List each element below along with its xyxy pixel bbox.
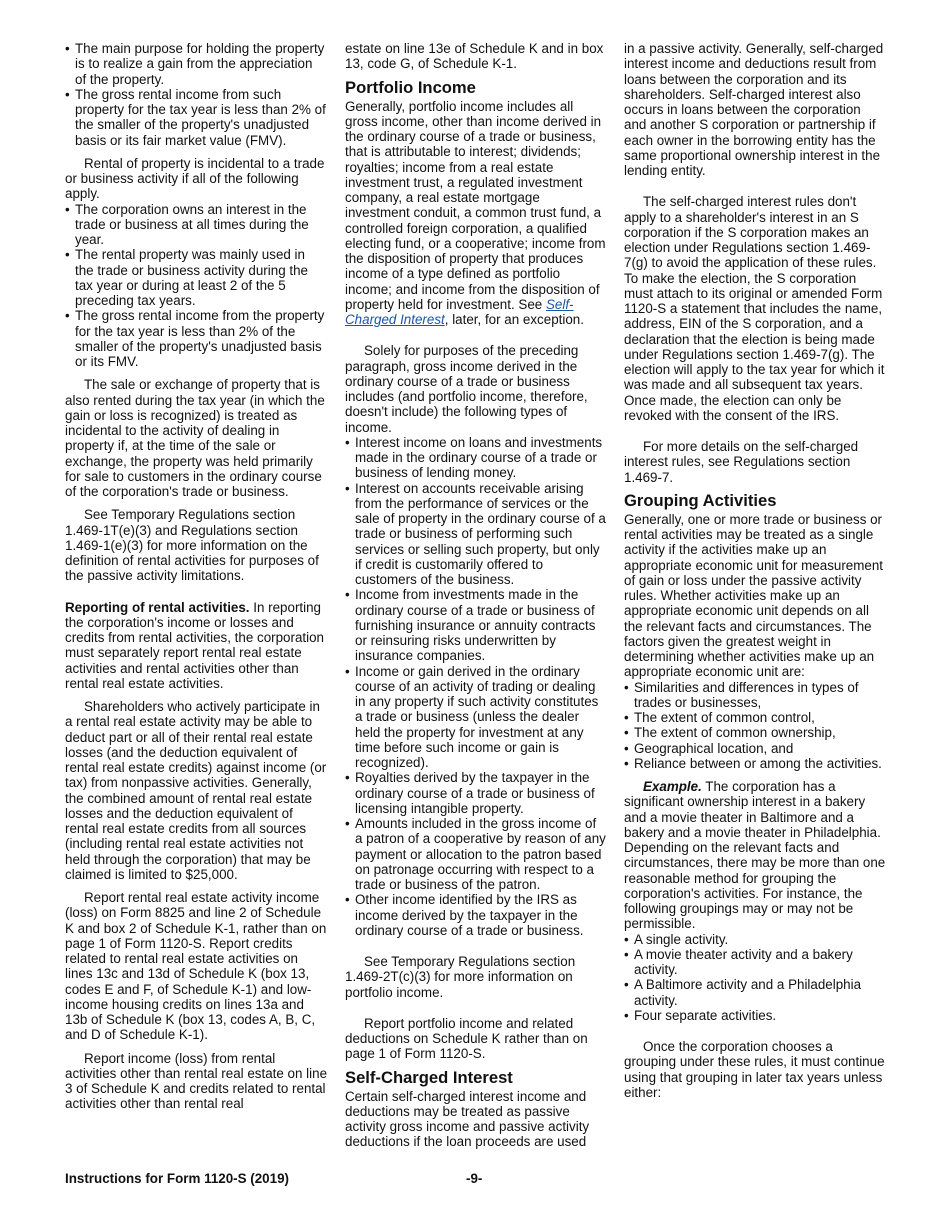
paragraph: See Temporary Regulations section 1.469-2T(c)(3) for more information on portfolio income. bbox=[345, 954, 576, 1000]
bullet-item: • Four separate activities. bbox=[624, 1008, 886, 1023]
bullet-item: • Amounts included in the gross income of a patron of a cooperative by reason of any payment or allocation to the patron based on patronage occurring with respect to a trade or business of the patron. bbox=[345, 816, 607, 892]
paragraph-reporting-rental bbox=[65, 600, 327, 692]
paragraph: The self-charged interest rules don't apply to a shareholder's interest in an S corporation if the S corporation makes an election under Regulations section 1.469-7(g) to avoid the application of these rules. To make the election, the S corporation must attach to its original or amended Form 1120-S a statement that includes the name, address, EIN of the S corporation, and a declaration that the election is being made under Regulations section 1.469-7(g). The election will apply to the tax year for which it was made and all subsequent tax years. Once made, the election can only be revoked with the consent of the IRS. bbox=[624, 194, 885, 423]
paragraph: Rental of property is incidental to a trade or business activity if all of the following apply. bbox=[65, 155, 325, 202]
paragraph-text: In reporting the corporation's income or losses and credits from rental activities, the corporation must separately report rental real estate activities and rental activities other than rental real estate activities. bbox=[65, 599, 324, 691]
paragraph-text: , later, for an exception. bbox=[444, 312, 584, 327]
bullet-item: • The main purpose for holding the property is to realize a gain from the appreciation of the property. bbox=[65, 41, 327, 87]
column-left bbox=[65, 41, 327, 1112]
run-in-heading: Reporting of rental activities. bbox=[65, 599, 250, 615]
bullet-item: • Geographical location, and bbox=[624, 741, 886, 756]
paragraph-text: Generally, portfolio income includes all gross income, other than income derived in the ordinary course of a trade or business, that is attributable to interest; dividends; royalties; income from a real estate investment trust, a regulated investment company, a real estate mortgage investment conduit, a common trust fund, a controlled foreign corporation, a qualified electing fund, or a cooperative; income from the disposition of property that produces income of a type defined as portfolio income; and income from the disposition of property held for investment. See bbox=[345, 98, 606, 312]
paragraph: Report portfolio income and related deductions on Schedule K rather than on page 1 of Form 1120-S. bbox=[345, 1015, 588, 1062]
self-charged-interest-link[interactable]: Self-Charged Interest bbox=[345, 296, 574, 327]
bullet-item: • Other income identified by the IRS as income derived by the taxpayer in the ordinary course of a trade or business. bbox=[345, 892, 607, 938]
column-right bbox=[624, 41, 886, 1100]
bullet-item: • The rental property was mainly used in the trade or business activity during the tax year or during at least 2 of the 5 preceding tax years. bbox=[65, 247, 327, 308]
bullet-item: • Income or gain derived in the ordinary course of an activity of trading or dealing in any property if such activity constitutes a trade or business (unless the dealer held the property for investment at any time before such income or gain is recognized). bbox=[345, 664, 607, 771]
paragraph-example bbox=[624, 779, 886, 932]
bullet-item: • Income from investments made in the ordinary course of a trade or business of furnishing insurance or annuity contracts or reinsuring risks underwritten by insurance companies. bbox=[345, 587, 607, 663]
bullet-item: • Interest on accounts receivable arising from the performance of services or the sale of property in the ordinary course of a trade or business of performing such services or selling such property, but only if credit is customarily offered to customers of the business. bbox=[345, 481, 607, 588]
paragraph-portfolio bbox=[345, 99, 607, 328]
footer-form-title: Instructions for Form 1120-S (2019) bbox=[65, 1171, 289, 1186]
bullet-item: • A single activity. bbox=[624, 932, 886, 947]
paragraph: Report income (loss) from rental activities other than rental real estate on line 3 of Schedule K and credits related to rental activities other than rental real bbox=[65, 1050, 328, 1112]
paragraph: Solely for purposes of the preceding paragraph, gross income derived in the ordinary course of a trade or business includes (and portfolio income, therefore, doesn't include) the following types of income. bbox=[345, 343, 588, 435]
section-heading-grouping-activities: Grouping Activities bbox=[624, 490, 777, 510]
bullet-item: • Similarities and differences in types of trades or businesses, bbox=[624, 680, 886, 711]
paragraph: Once the corporation chooses a grouping under these rules, it must continue using that grouping in later tax years unless either: bbox=[624, 1039, 885, 1100]
paragraph: For more details on the self-charged interest rules, see Regulations section 1.469-7. bbox=[624, 439, 859, 485]
example-label: Example. bbox=[643, 779, 702, 794]
bullet-item: • A movie theater activity and a bakery activity. bbox=[624, 947, 886, 978]
paragraph: estate on line 13e of Schedule K and in box 13, code G, of Schedule K-1. bbox=[345, 41, 604, 72]
bullet-item: • The corporation owns an interest in the trade or business at all times during the year. bbox=[65, 202, 327, 248]
bullet-item: • Reliance between or among the activities. bbox=[624, 756, 886, 771]
bullet-item: • The extent of common control, bbox=[624, 710, 886, 725]
section-heading-self-charged-interest: Self-Charged Interest bbox=[345, 1067, 513, 1087]
column-middle bbox=[345, 41, 607, 1150]
paragraph: Report rental real estate activity income (loss) on Form 8825 and line 2 of Schedule K and box 2 of Schedule K-1, rather than on page 1 of Form 1120-S. Report credits related to rental real estate activities on lines 13c and 13d of Schedule K (box 13, codes E and F, of Schedule K-1) and low-income housing credits on lines 13a and 13b of Schedule K (box 13, codes A, B, C, and D of Schedule K-1). bbox=[65, 890, 327, 1043]
bullet-item: • The extent of common ownership, bbox=[624, 725, 886, 740]
paragraph: The sale or exchange of property that is also rented during the tax year (in which the gain or loss is recognized) is treated as incidental to the activity of dealing in property if, at the time of the sale or exchange, the property was held primarily for sale to customers in the ordinary course of the corporation's trade or business. bbox=[65, 377, 325, 499]
bullet-item: • A Baltimore activity and a Philadelphia activity. bbox=[624, 977, 886, 1008]
paragraph: Shareholders who actively participate in a rental real estate activity may be able to deduct part or all of their rental real estate losses (and the deduction equivalent of rental real estate credits) against income (or tax) from nonpassive activities. Generally, the combined amount of rental real estate losses and the deduction equivalent of rental real estate credits from all sources (including rental real estate activities not held through the corporation) that may be claimed is limited to $25,000. bbox=[65, 699, 327, 882]
paragraph: Certain self-charged interest income and deductions may be treated as passive activity gross income and passive activity deductions if the loan proceeds are used bbox=[345, 1088, 590, 1150]
paragraph: See Temporary Regulations section 1.469-1T(e)(3) and Regulations section 1.469-1(e)(3) for more information on the definition of rental activities for purposes of the passive activity limitations. bbox=[65, 507, 319, 584]
bullet-item: • Royalties derived by the taxpayer in the ordinary course of a trade or business of licensing intangible property. bbox=[345, 770, 607, 816]
bullet-item: • The gross rental income from such property for the tax year is less than 2% of the smaller of the property's unadjusted basis or its fair market value (FMV). bbox=[65, 87, 327, 148]
bullet-item: • The gross rental income from the property for the tax year is less than 2% of the smaller of the property's unadjusted basis or its FMV. bbox=[65, 308, 327, 369]
section-heading-portfolio-income: Portfolio Income bbox=[345, 77, 476, 97]
page-number: -9- bbox=[466, 1171, 483, 1186]
paragraph: in a passive activity. Generally, self-charged interest income and deductions result from loans between the corporation and its shareholders. Self-charged interest also occurs in loans between the corporation and another S corporation or partnership if each owner in the borrowing entity has the same proportional ownership interest in the lending entity. bbox=[624, 41, 884, 178]
bullet-item: • Interest income on loans and investments made in the ordinary course of a trade or business of lending money. bbox=[345, 435, 607, 481]
paragraph-text: The corporation has a significant ownership interest in a bakery and a movie theater in Baltimore and a bakery and a movie theater in Philadelphia. Depending on the relevant facts and circumstances, there may be more than one reasonable method for grouping the corporation's activities. For instance, the following groupings may or may not be permissible. bbox=[624, 779, 886, 932]
paragraph: Generally, one or more trade or business or rental activities may be treated as a single activity if the activities make up an appropriate economic unit for measurement of gain or loss under the passive activity rules. Whether activities make up an appropriate economic unit depends on all the relevant facts and circumstances. The factors given the greatest weight in determining whether activities make up an appropriate economic unit are: bbox=[624, 511, 884, 680]
